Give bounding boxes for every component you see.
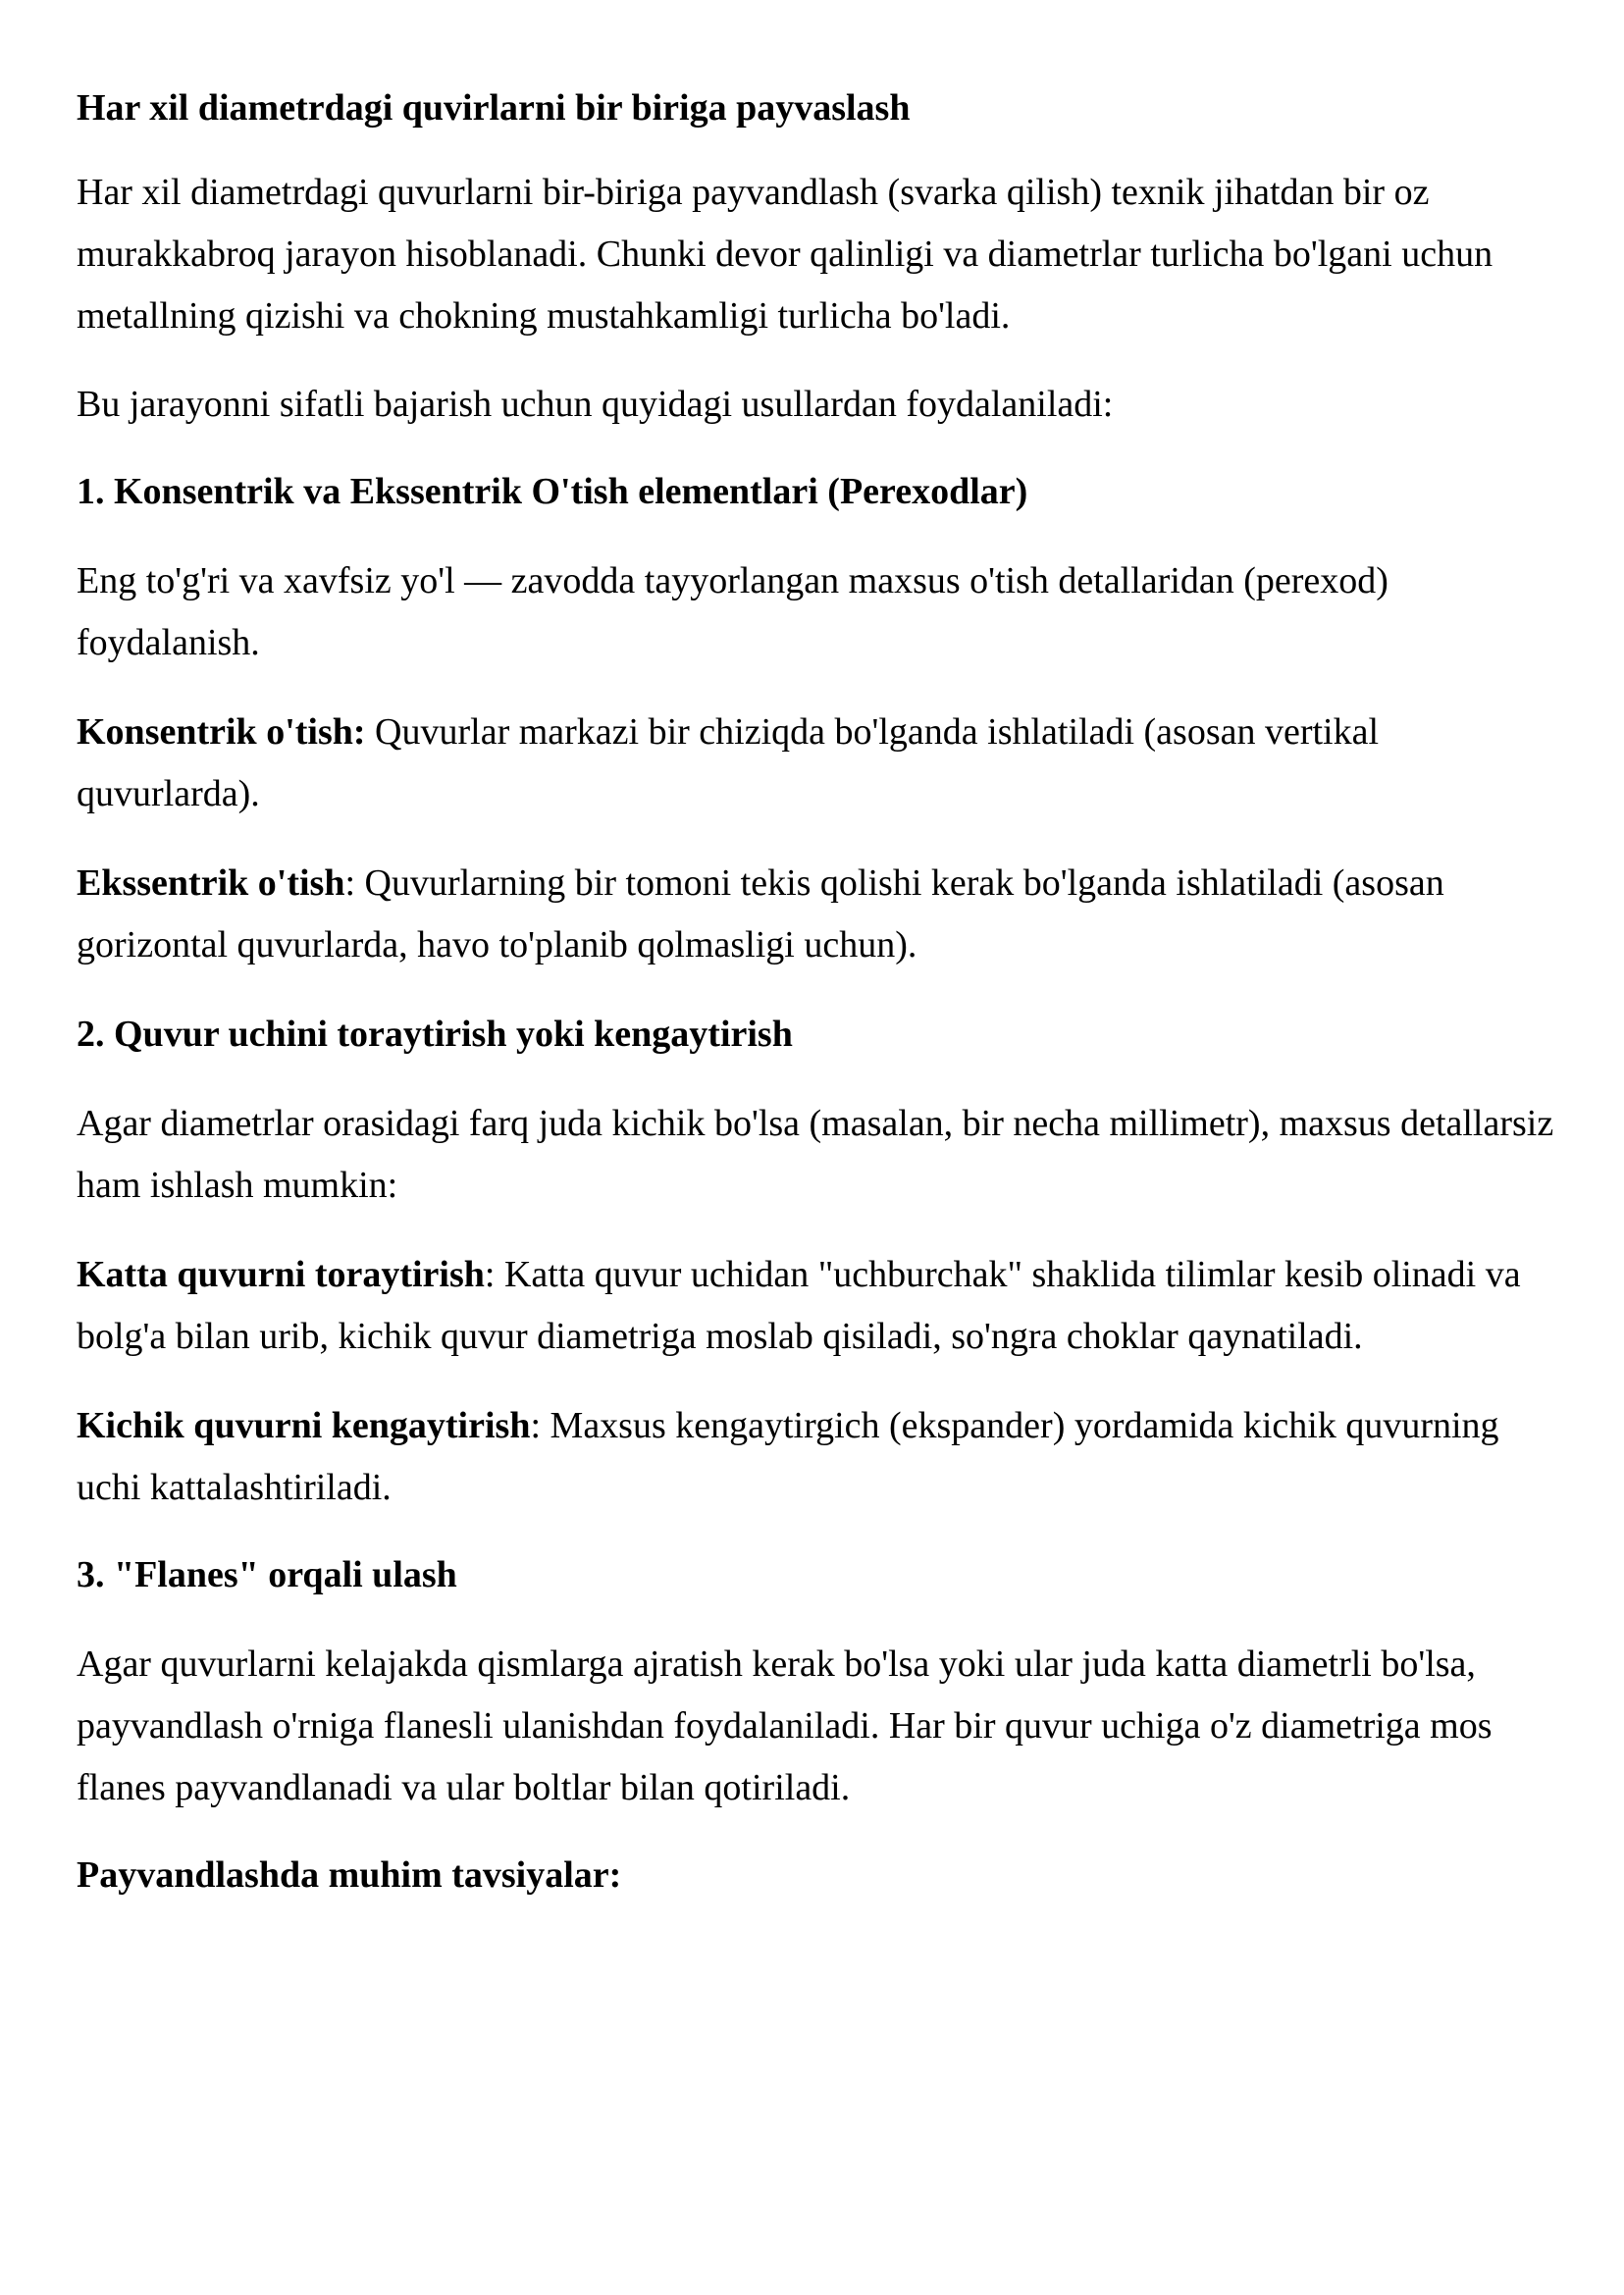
concentric-description: Quvurlar markazi bir chiziqda bo'lganda ishlatiladi (asosan vertikal quvurlarda). [77, 711, 1380, 814]
eccentric-term: Ekssentrik o'tish [77, 862, 345, 904]
section-2-paragraph: Agar diametrlar orasidagi farq juda kichik bo'lsa (masalan, bir necha millimetr), maxsus detallarsiz ham ishlash mumkin: [77, 1103, 1554, 1206]
section-2-item-expanding [77, 1395, 1568, 1519]
section-1-paragraph: Eng to'g'ri va xavfsiz yo'l — zavodda tayyorlangan maxsus o'tish detallaridan (perexod) foydalanish. [77, 560, 1388, 663]
recommendations-heading: Payvandlashda muhim tavsiyalar: [77, 1854, 622, 1896]
eccentric-description: : Quvurlarning bir tomoni tekis qolishi kerak bo'lganda ishlatiladi (asosan gorizontal quvurlarda, havo to'planib qolmasligi uchun). [77, 862, 1444, 965]
concentric-term: Konsentrik o'tish: [77, 711, 366, 753]
section-3-heading: 3. "Flanes" orqali ulash [77, 1554, 457, 1595]
narrowing-term: Katta quvurni toraytirish [77, 1254, 485, 1295]
section-2-heading: 2. Quvur uchini toraytirish yoki kengaytirish [77, 1014, 793, 1055]
section-1-heading: 1. Konsentrik va Ekssentrik O'tish elementlari (Perexodlar) [77, 471, 1028, 512]
document-title: Har xil diametrdagi quvirlarni bir biriga payvaslash [77, 87, 911, 129]
expanding-term: Kichik quvurni kengaytirish [77, 1405, 531, 1446]
intro-paragraph: Har xil diametrdagi quvurlarni bir-biriga payvandlash (svarka qilish) texnik jihatdan bir oz murakkabroq jarayon hisoblanadi. Chunki devor qalinligi va diametrlar turlicha bo'lgani uchun metallning qizishi va chokning mustahkamligi turlicha bo'ladi. [77, 172, 1493, 337]
section-3-paragraph: Agar quvurlarni kelajakda qismlarga ajratish kerak bo'lsa yoki ular juda katta diametrli bo'lsa, payvandlash o'rniga flanesli ulanishdan foydalaniladi. Har bir quvur uchiga o'z diametriga mos flanes payvandlanadi va ular boltlar bilan qotiriladi. [77, 1643, 1493, 1808]
section-1-item-concentric [77, 702, 1568, 825]
methods-intro-paragraph: Bu jarayonni sifatli bajarish uchun quyidagi usullardan foydalaniladi: [77, 384, 1114, 425]
section-2-item-narrowing [77, 1244, 1568, 1368]
section-1-item-eccentric [77, 853, 1568, 976]
document-page [77, 77, 1568, 1902]
narrowing-description: : Katta quvur uchidan "uchburchak" shaklida tilimlar kesib olinadi va bolg'a bilan urib, kichik quvur diametriga moslab qisiladi, so'ngra choklar qaynatiladi. [77, 1254, 1521, 1357]
expanding-description: : Maxsus kengaytirgich (ekspander) yordamida kichik quvurning uchi kattalashtiriladi. [77, 1405, 1499, 1508]
